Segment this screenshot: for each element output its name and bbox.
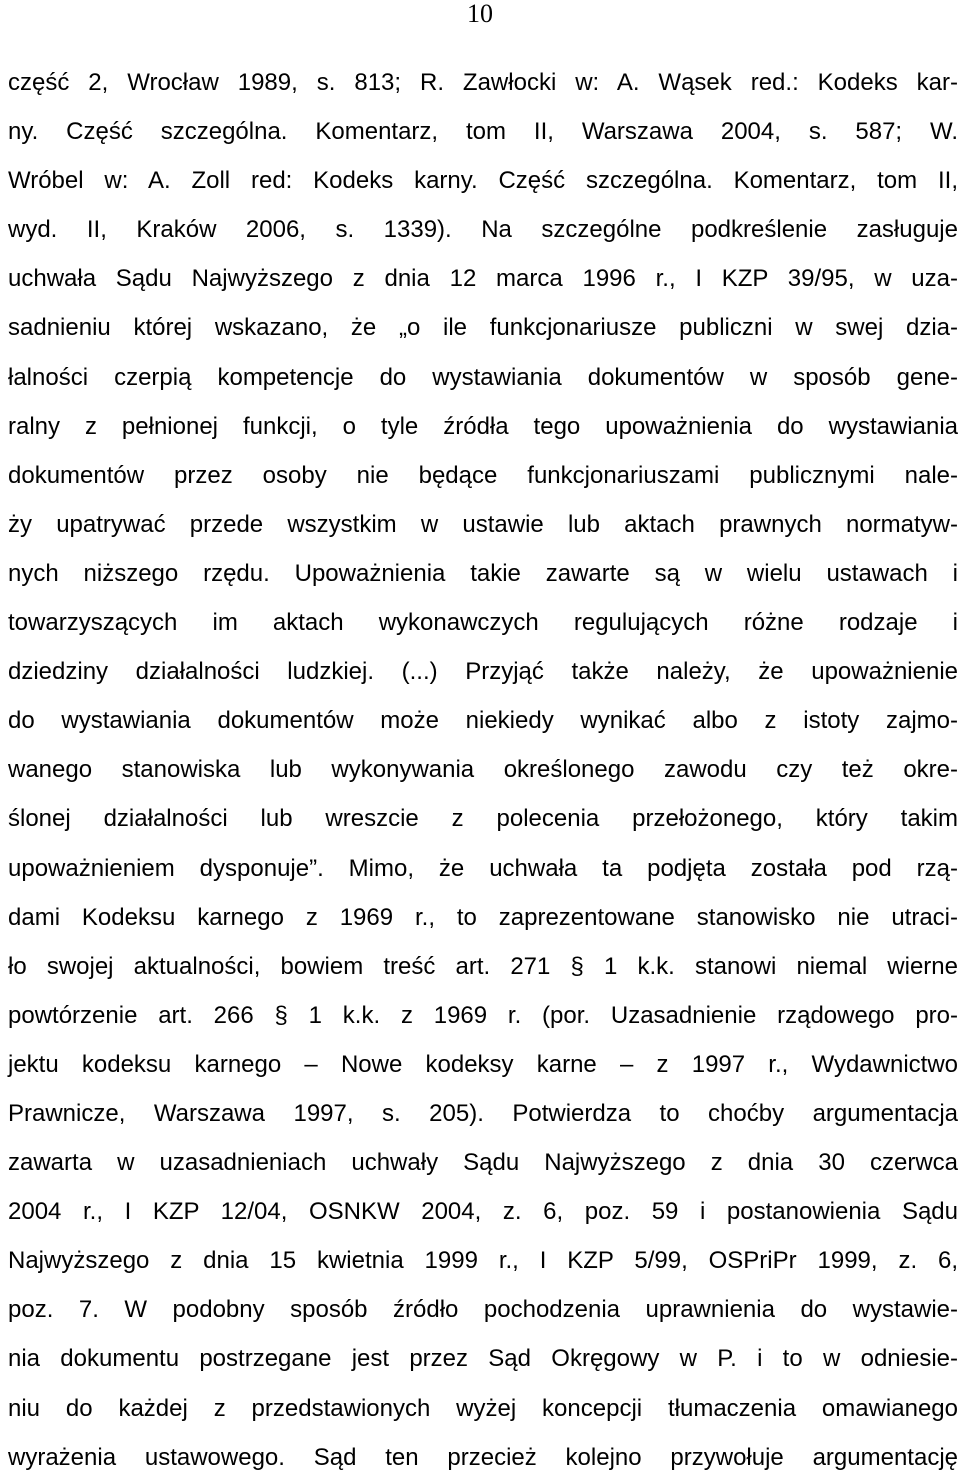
- text-line: dziedziny działalności ludzkiej. (...) Przyjąć także należy, że upoważnienie: [8, 658, 958, 686]
- text-line: ny. Część szczególna. Komentarz, tom II, Warszawa 2004, s. 587; W.: [8, 118, 958, 146]
- text-line: ślonej działalności lub wreszcie z polecenia przełożonego, który takim: [8, 805, 958, 833]
- text-line: uchwała Sądu Najwyższego z dnia 12 marca 1996 r., I KZP 39/95, w uza-: [8, 265, 958, 293]
- text-line: sadnieniu której wskazano, że „o ile funkcjonariusze publiczni w swej dzia-: [8, 314, 958, 342]
- text-line: część 2, Wrocław 1989, s. 813; R. Zawłocki w: A. Wąsek red.: Kodeks kar-: [8, 69, 958, 96]
- text-line: nia dokumentu postrzegane jest przez Sąd Okręgowy w P. i to w odniesie-: [8, 1345, 958, 1373]
- text-line: zawarta w uzasadnieniach uchwały Sądu Najwyższego z dnia 30 czerwca: [8, 1149, 958, 1177]
- text-line: jektu kodeksu karnego – Nowe kodeksy karne – z 1997 r., Wydawnictwo: [8, 1050, 958, 1078]
- text-line: wanego stanowiska lub wykonywania określonego zawodu czy też okre-: [8, 756, 958, 784]
- text-line: Najwyższego z dnia 15 kwietnia 1999 r., I KZP 5/99, OSPriPr 1999, z. 6,: [8, 1247, 958, 1275]
- text-line: wyrażenia ustawowego. Sąd ten przecież kolejno przywołuje argumentację: [8, 1443, 958, 1471]
- text-line: Wróbel w: A. Zoll red: Kodeks karny. Część szczególna. Komentarz, tom II,: [8, 167, 958, 195]
- text-line: łalności czerpią kompetencje do wystawiania dokumentów w sposób gene-: [8, 363, 958, 391]
- text-line: do wystawiania dokumentów może niekiedy wynikać albo z istoty zajmo-: [8, 707, 958, 735]
- text-line: nych niższego rzędu. Upoważnienia takie zawarte są w wielu ustawach i: [8, 559, 958, 587]
- page-number: 10: [467, 0, 493, 28]
- body-text: [8, 58, 958, 1482]
- text-line: wyd. II, Kraków 2006, s. 1339). Na szczególne podkreślenie zasługuje: [8, 216, 958, 244]
- text-line: niu do każdej z przedstawionych wyżej koncepcji tłumaczenia omawianego: [8, 1394, 958, 1422]
- text-line: powtórzenie art. 266 § 1 k.k. z 1969 r. (por. Uzasadnienie rządowego pro-: [8, 1001, 958, 1029]
- text-line: towarzyszących im aktach wykonawczych regulujących różne rodzaje i: [8, 609, 958, 637]
- text-line: ralny z pełnionej funkcji, o tyle źródła tego upoważnienia do wystawiania: [8, 412, 958, 440]
- text-line: 2004 r., I KZP 12/04, OSNKW 2004, z. 6, poz. 59 i postanowienia Sądu: [8, 1198, 958, 1226]
- text-line: ży upatrywać przede wszystkim w ustawie lub aktach prawnych normatyw-: [8, 510, 958, 538]
- text-line: ło swojej aktualności, bowiem treść art. 271 § 1 k.k. stanowi niemal wierne: [8, 952, 958, 980]
- text-line: Prawnicze, Warszawa 1997, s. 205). Potwierdza to choćby argumentacja: [8, 1099, 958, 1127]
- text-line: poz. 7. W podobny sposób źródło pochodzenia uprawnienia do wystawie-: [8, 1296, 958, 1324]
- text-line: dami Kodeksu karnego z 1969 r., to zaprezentowane stanowisko nie utraci-: [8, 903, 958, 931]
- text-line: dokumentów przez osoby nie będące funkcjonariuszami publicznymi nale-: [8, 461, 958, 489]
- text-line: upoważnieniem dysponuje”. Mimo, że uchwała ta podjęta została pod rzą-: [8, 854, 958, 882]
